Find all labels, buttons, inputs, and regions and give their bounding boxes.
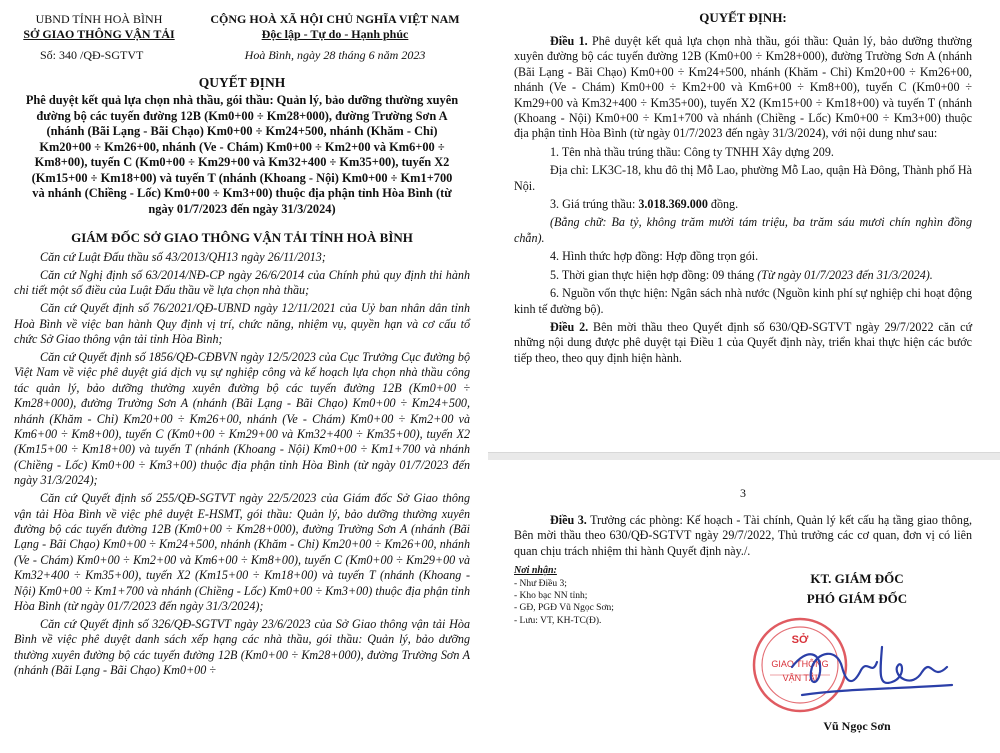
seal-signature-area bbox=[742, 607, 972, 719]
signature bbox=[782, 627, 962, 707]
legal-basis-5: Căn cứ Quyết định số 255/QĐ-SGTVT ngày 22/5/2023 của Giám đốc Sở Giao thông vận tải Hòa Bình về việc phê duyệt E-HSMT, gói thầu: Quản lý, bảo dưỡng thường xuyên đường bộ các tuyến đường 12B (Km0+00 ÷ Km28+000), đường Trường Sơn A (nhánh (Bãi Lạng - Bãi Chạo) Km0+00 ÷ Km24+500, nhánh (Khăm - Chỉ) Km20+00 ÷ Km26+00, nhánh (Ve - Chám) Km0+00 ÷ Km2+00 và Km6+00 ÷ Km8+00), tuyến C (Km0+00 ÷ Km29+00 và Km32+400 ÷ Km35+00), tuyến X2 (Km15+00 ÷ Km18+00) và tuyến T (nhánh (Khoang - Nội) Km0+00 ÷ Km1+700 và nhánh (Chiềng - Lốc) Km0+00 ÷ Km3+00) thuộc địa phận tỉnh Hòa Bình (từ ngày 01/7/2023 đến ngày 31/3/2024); bbox=[14, 491, 470, 613]
article-3-text: Trưởng các phòng: Kế hoạch - Tài chính, Quản lý kết cấu hạ tầng giao thông, Bên mời thầu theo 630/QĐ-SGTVT ngày 29/7/2022, Thủ trưởng các cơ quan, đơn vị có liên quan chịu trách nhiệm thi hành Quyết định này./. bbox=[514, 513, 973, 558]
article-2 bbox=[514, 320, 972, 366]
item-5-period: (Từ ngày 01/7/2023 đến 31/3/2024). bbox=[757, 267, 933, 282]
page-3 bbox=[488, 460, 1000, 753]
item-3-suffix: đồng. bbox=[707, 197, 739, 212]
recipient-item: - Kho bạc NN tỉnh; bbox=[514, 591, 588, 602]
legal-basis-3: Căn cứ Quyết định số 76/2021/QĐ-UBND ngày 12/11/2021 của Uỷ ban nhân dân tỉnh Hoà Bình về việc ban hành Quy định vị trí, chức năng, nhiệm vụ, quyền hạn và cơ cấu tổ chức Sở Giao thông vận tải tỉnh Hòa Bình; bbox=[14, 301, 470, 347]
agency-block bbox=[14, 12, 184, 42]
agency-name: SỞ GIAO THÔNG VẬN TẢI bbox=[23, 27, 175, 41]
contractor-address: Địa chỉ: LK3C-18, khu đô thị Mỗ Lao, phường Mỗ Lao, quận Hà Đông, Thành phố Hà Nội. bbox=[514, 163, 972, 193]
article-1-text: Phê duyệt kết quả lựa chọn nhà thầu, gói thầu: Quản lý, bảo dưỡng thường xuyên đường bộ các tuyến đường 12B (Km0+00 ÷ Km28+000), đường Trường Sơn A (nhánh (Bãi Lạng - Bãi Chạo) Km0+00 ÷ Km24+500, nhánh (Khăm - Chỉ) Km20+00 ÷ Km26+00, nhánh (Ve - Chám) Km0+00 ÷ Km2+00 và Km6+00 ÷ Km8+00), tuyến C (Km0+00 ÷ Km29+00 và Km32+400 ÷ Km35+00), tuyến X2 (Km15+00 ÷ Km18+00) và tuyến T (nhánh (Khoang - Nội) Km0+00 ÷ Km1+700 và nhánh (Chiềng - Lốc) Km0+00 ÷ Km3+00) thuộc địa phận tỉnh Hòa Bình (từ ngày 01/7/2023 đến ngày 31/3/2024), với nội dung như sau: bbox=[514, 34, 972, 141]
seal-text-top: SỞ bbox=[791, 634, 809, 647]
legal-basis-2: Căn cứ Nghị định số 63/2014/NĐ-CP ngày 26/6/2014 của Chính phủ quy định thi hành chi tiết một số điều của Luật Đấu thầu về lựa chọn nhà thầu; bbox=[14, 267, 470, 298]
seal-text-bot: VẬN TẢI bbox=[782, 673, 818, 684]
recipient-item: - GĐ, PGĐ Vũ Ngọc Sơn; bbox=[514, 603, 614, 614]
seal-text-mid: GIAO THÔNG bbox=[771, 659, 829, 670]
decision-title: QUYẾT ĐỊNH: bbox=[699, 10, 787, 25]
legal-basis-4: Căn cứ Quyết định số 1856/QĐ-CĐBVN ngày 12/5/2023 của Cục Trưởng Cục đường bộ Việt Nam về việc phê duyệt giá dịch vụ sự nghiệp công và kế hoạch lựa chọn nhà thầu công tác quản lý, bảo dưỡng thường xuyên đường bộ các tuyến đường 12B (Km0+00 ÷ Km28+000), đường Trường Sơn A (nhánh (Bãi Lạng - Bãi Chạo) Km0+00 ÷ Km24+500, nhánh (Khăm - Chỉ) Km20+00 ÷ Km26+00, nhánh (Ve - Chám) Km0+00 ÷ Km2+00 và Km6+00 ÷ Km8+00), tuyến C (Km0+00 ÷ Km29+00 và Km32+400 ÷ Km35+00), tuyến X2 (Km15+00 ÷ Km18+00) và tuyến T (nhánh (Khoang - Nội) Km0+00 ÷ Km1+700 và nhánh (Chiềng - Lốc) Km0+00 ÷ Km3+00) thuộc địa phận tỉnh Hòa Bình (từ ngày 01/7/2023 đến ngày 31/3/2024); bbox=[14, 349, 470, 488]
price-in-words: (Bằng chữ: Ba tỷ, không trăm mười tám triệu, ba trăm sáu mươi chín nghìn đồng chẵn). bbox=[514, 215, 972, 245]
document-page-1 bbox=[0, 0, 488, 753]
document-title: QUYẾT ĐỊNH bbox=[198, 75, 286, 90]
item-1-contractor: 1. Tên nhà thầu trúng thầu: Công ty TNHH Xây dựng 209. bbox=[550, 144, 834, 159]
page-break bbox=[488, 452, 1000, 460]
article-2-label: Điều 2. bbox=[550, 319, 589, 334]
article-1-label: Điều 1. bbox=[550, 34, 588, 48]
recipient-item: - Như Điều 3; bbox=[514, 578, 567, 589]
signer-block bbox=[742, 565, 972, 734]
document-number: Số: 340 /QĐ-SGTVT bbox=[40, 48, 144, 62]
signer-title-2: PHÓ GIÁM ĐỐC bbox=[806, 591, 908, 607]
legal-basis-6: Căn cứ Quyết định số 326/QĐ-SGTVT ngày 23/6/2023 của Sở Giao thông vận tải Hòa Bình về việc phê duyệt danh sách xếp hạng các nhà thầu, gói thầu: Quản lý, bảo dưỡng thường xuyên đường bộ các tuyến đường 12B (Km0+00 ÷ Km28+000), đường Trường Sơn A (nhánh (Bãi Lạng - Bãi Chạo) Km0+00 ÷ bbox=[14, 616, 470, 678]
signer-title-1: KT. GIÁM ĐỐC bbox=[810, 571, 904, 587]
national-motto-block bbox=[200, 12, 470, 42]
legal-basis-1: Căn cứ Luật Đấu thầu số 43/2013/QH13 ngày 26/11/2013; bbox=[40, 250, 326, 264]
agency-parent: UBND TỈNH HOÀ BÌNH bbox=[35, 12, 163, 26]
item-5-duration bbox=[514, 268, 972, 283]
place-date: Hoà Bình, ngày 28 tháng 6 năm 2023 bbox=[244, 48, 426, 62]
article-2-text: Bên mời thầu theo Quyết định số 630/QĐ-SGTVT ngày 29/7/2022 căn cứ những nội dung được phê duyệt tại Điều 1 của Quyết định này, triển khai thực hiện các bước tiếp theo, theo quy định hiện hành. bbox=[514, 319, 972, 365]
item-3-price bbox=[514, 197, 972, 212]
item-3-amount: 3.018.369.000 bbox=[638, 197, 708, 212]
article-3 bbox=[514, 513, 972, 559]
page-number: 3 bbox=[740, 486, 746, 500]
recipient-item: - Lưu: VT, KH-TC(Đ). bbox=[514, 615, 602, 626]
document-page-2-3 bbox=[488, 0, 1000, 753]
recipients-heading: Nơi nhận: bbox=[514, 565, 557, 577]
number-date-row bbox=[14, 48, 470, 63]
document-subtitle: Phê duyệt kết quả lựa chọn nhà thầu, gói thầu: Quản lý, bảo dưỡng thường xuyên đường bộ các tuyến đường 12B (Km0+00 ÷ Km28+000), đường Trường Sơn A (nhánh (Bãi Lạng - Bãi Chạo) Km0+00 ÷ Km24+500, nhánh (Khăm - Chỉ) Km20+00 ÷ Km26+00, nhánh (Ve - Chám) Km0+00 ÷ Km2+00 và Km6+00 ÷ Km8+00), tuyến C (Km0+00 ÷ Km29+00 và Km32+400 ÷ Km35+00), tuyến X2 (Km15+00 ÷ Km18+00) và tuyến T (nhánh (Khoang - Nội) Km0+00 ÷ Km1+700 và nhánh (Chiềng - Lốc) Km0+00 ÷ Km3+00) thuộc địa phận tỉnh Hòa Bình (từ ngày 01/7/2023 đến ngày 31/3/2024) bbox=[25, 93, 459, 216]
decision-section bbox=[488, 0, 1000, 452]
recipients-block bbox=[514, 565, 714, 734]
item-5-prefix: 5. Thời gian thực hiện hợp đồng: 09 tháng bbox=[550, 267, 758, 282]
country-name: CỘNG HOÀ XÃ HỘI CHỦ NGHĨA VIỆT NAM bbox=[210, 12, 460, 26]
item-6-funding: 6. Nguồn vốn thực hiện: Ngân sách nhà nước (Nguồn kinh phí sự nghiệp chi hoạt động kinh tế đường bộ). bbox=[514, 286, 972, 316]
item-3-prefix: 3. Giá trúng thầu: bbox=[550, 197, 639, 212]
issuer-heading: GIÁM ĐỐC SỞ GIAO THÔNG VẬN TẢI TỈNH HOÀ BÌNH bbox=[71, 230, 413, 245]
signature-row bbox=[514, 565, 972, 734]
signer-name: Vũ Ngọc Sơn bbox=[823, 719, 891, 734]
document-header bbox=[14, 12, 470, 42]
article-3-label: Điều 3. bbox=[550, 513, 587, 527]
item-4-contract-type: 4. Hình thức hợp đồng: Hợp đồng trọn gói. bbox=[550, 249, 759, 264]
motto: Độc lập - Tự do - Hạnh phúc bbox=[261, 27, 409, 41]
article-1 bbox=[514, 34, 972, 142]
